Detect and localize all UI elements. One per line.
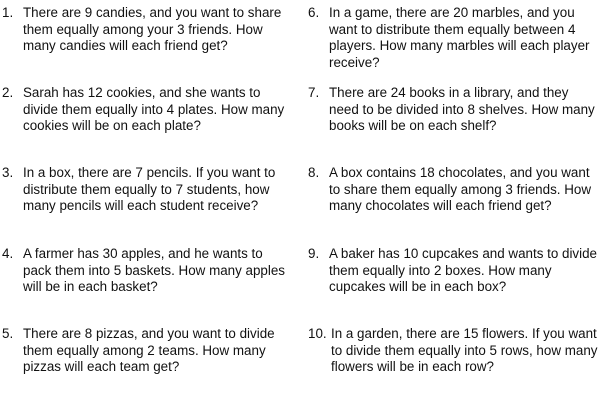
problem-text: In a garden, there are 15 flowers. If you want to divide them equally into 5 rows, how many flowers will be in each row? <box>331 326 598 375</box>
problem-6 <box>308 5 598 71</box>
problem-number: 2. <box>2 85 14 100</box>
problem-text: In a box, there are 7 pencils. If you want to distribute them equally to 7 students, how many pencils will each student receive? <box>23 165 276 214</box>
problem-number: 4. <box>2 246 14 261</box>
problem-9 <box>308 246 598 296</box>
problem-text: In a game, there are 20 marbles, and you want to distribute them equally between 4 players. How many marbles will each player receive? <box>329 5 590 70</box>
problem-number: 7. <box>308 85 320 100</box>
problem-8 <box>308 165 598 215</box>
problem-5 <box>2 326 292 376</box>
problem-text: Sarah has 12 cookies, and she wants to divide them equally into 4 plates. How many cookies will be on each plate? <box>23 85 285 134</box>
problem-4 <box>2 246 292 296</box>
problem-text: A box contains 18 chocolates, and you want to share them equally among 3 friends. How many chocolates will each friend get? <box>329 165 592 214</box>
problem-number: 3. <box>2 165 14 180</box>
problem-text: A farmer has 30 apples, and he wants to pack them into 5 baskets. How many apples will be in each basket? <box>23 246 285 295</box>
problem-7 <box>308 85 598 135</box>
problem-number: 6. <box>308 5 320 20</box>
problem-10 <box>308 326 598 376</box>
problem-3 <box>2 165 292 215</box>
problem-number: 5. <box>2 326 14 341</box>
problem-text: There are 9 candies, and you want to share them equally among your 3 friends. How many candies will each friend get? <box>23 5 282 54</box>
problem-number: 8. <box>308 165 320 180</box>
problem-number: 10. <box>308 326 327 341</box>
problem-number: 1. <box>2 5 14 20</box>
problem-1 <box>2 5 292 55</box>
problem-2 <box>2 85 292 135</box>
problem-text: A baker has 10 cupcakes and wants to divide them equally into 2 boxes. How many cupcakes will be in each box? <box>329 246 597 295</box>
problem-number: 9. <box>308 246 320 261</box>
problem-text: There are 8 pizzas, and you want to divide them equally among 2 teams. How many pizzas will each team get? <box>23 326 275 375</box>
problem-text: There are 24 books in a library, and they need to be divided into 8 shelves. How many books will be on each shelf? <box>329 85 595 134</box>
